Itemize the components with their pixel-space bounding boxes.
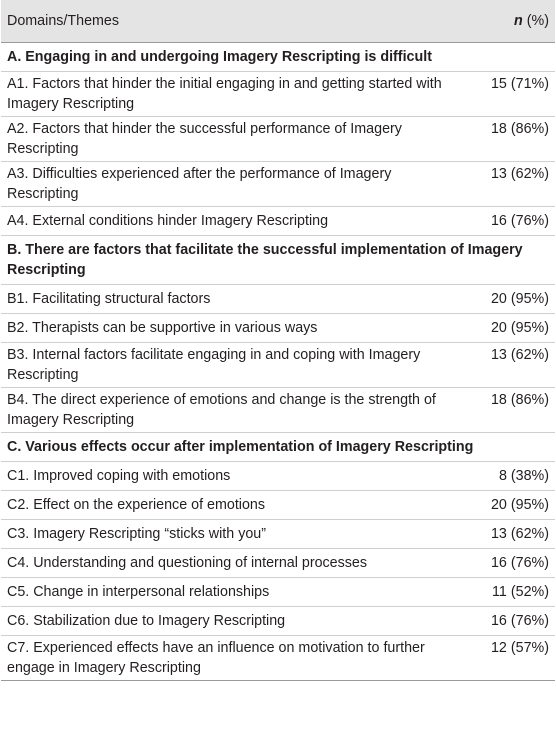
table-row: [1, 72, 555, 117]
theme-count: 13 (62%): [463, 343, 555, 388]
table-row: [1, 491, 555, 520]
theme-count: 18 (86%): [463, 117, 555, 162]
section-title: B. There are factors that facilitate the successful implementation of Imagery Rescripting: [1, 236, 555, 285]
theme-label: C7. Experienced effects have an influence on motivation to further engage in Imagery Rescripting: [1, 636, 463, 681]
theme-count: 13 (62%): [463, 520, 555, 549]
theme-count: 16 (76%): [463, 207, 555, 236]
theme-count: 15 (71%): [463, 72, 555, 117]
theme-label: B3. Internal factors facilitate engaging in and coping with Imagery Rescripting: [1, 343, 463, 388]
table-row: [1, 462, 555, 491]
theme-label: C4. Understanding and questioning of internal processes: [1, 549, 463, 578]
theme-count: 18 (86%): [463, 388, 555, 433]
header-percent: (%): [522, 13, 549, 29]
header-n: n: [514, 13, 523, 29]
table-row: [1, 636, 555, 681]
table-row: [1, 117, 555, 162]
theme-label: C2. Effect on the experience of emotions: [1, 491, 463, 520]
theme-label: C1. Improved coping with emotions: [1, 462, 463, 491]
theme-label: C6. Stabilization due to Imagery Rescripting: [1, 607, 463, 636]
theme-label: A2. Factors that hinder the successful performance of Imagery Rescripting: [1, 117, 463, 162]
theme-count: 8 (38%): [463, 462, 555, 491]
table-row: [1, 388, 555, 433]
table-row: [1, 343, 555, 388]
theme-label: C5. Change in interpersonal relationships: [1, 578, 463, 607]
theme-count: 16 (76%): [463, 607, 555, 636]
theme-label: A4. External conditions hinder Imagery Rescripting: [1, 207, 463, 236]
theme-count: 20 (95%): [463, 285, 555, 314]
section-row: [1, 433, 555, 462]
theme-label: B2. Therapists can be supportive in various ways: [1, 314, 463, 343]
theme-label: A1. Factors that hinder the initial engaging in and getting started with Imagery Rescripting: [1, 72, 463, 117]
section-row: [1, 43, 555, 72]
themes-table: [1, 0, 555, 681]
theme-label: B4. The direct experience of emotions and change is the strength of Imagery Rescripting: [1, 388, 463, 433]
section-title: A. Engaging in and undergoing Imagery Rescripting is difficult: [1, 43, 555, 72]
table-row: [1, 520, 555, 549]
table-body: [1, 43, 555, 681]
theme-count: 16 (76%): [463, 549, 555, 578]
header-row: [1, 0, 555, 43]
table-row: [1, 162, 555, 207]
theme-count: 13 (62%): [463, 162, 555, 207]
theme-label: C3. Imagery Rescripting “sticks with you”: [1, 520, 463, 549]
table-row: [1, 285, 555, 314]
table-row: [1, 207, 555, 236]
theme-count: 20 (95%): [463, 491, 555, 520]
theme-count: 11 (52%): [463, 578, 555, 607]
section-title: C. Various effects occur after implementation of Imagery Rescripting: [1, 433, 555, 462]
section-row: [1, 236, 555, 285]
table-row: [1, 549, 555, 578]
table-row: [1, 314, 555, 343]
theme-label: B1. Facilitating structural factors: [1, 285, 463, 314]
header-n-percent: [463, 0, 555, 43]
table-row: [1, 578, 555, 607]
table-row: [1, 607, 555, 636]
header-domains-themes: Domains/Themes: [1, 0, 463, 43]
theme-count: 12 (57%): [463, 636, 555, 681]
theme-count: 20 (95%): [463, 314, 555, 343]
theme-label: A3. Difficulties experienced after the performance of Imagery Rescripting: [1, 162, 463, 207]
